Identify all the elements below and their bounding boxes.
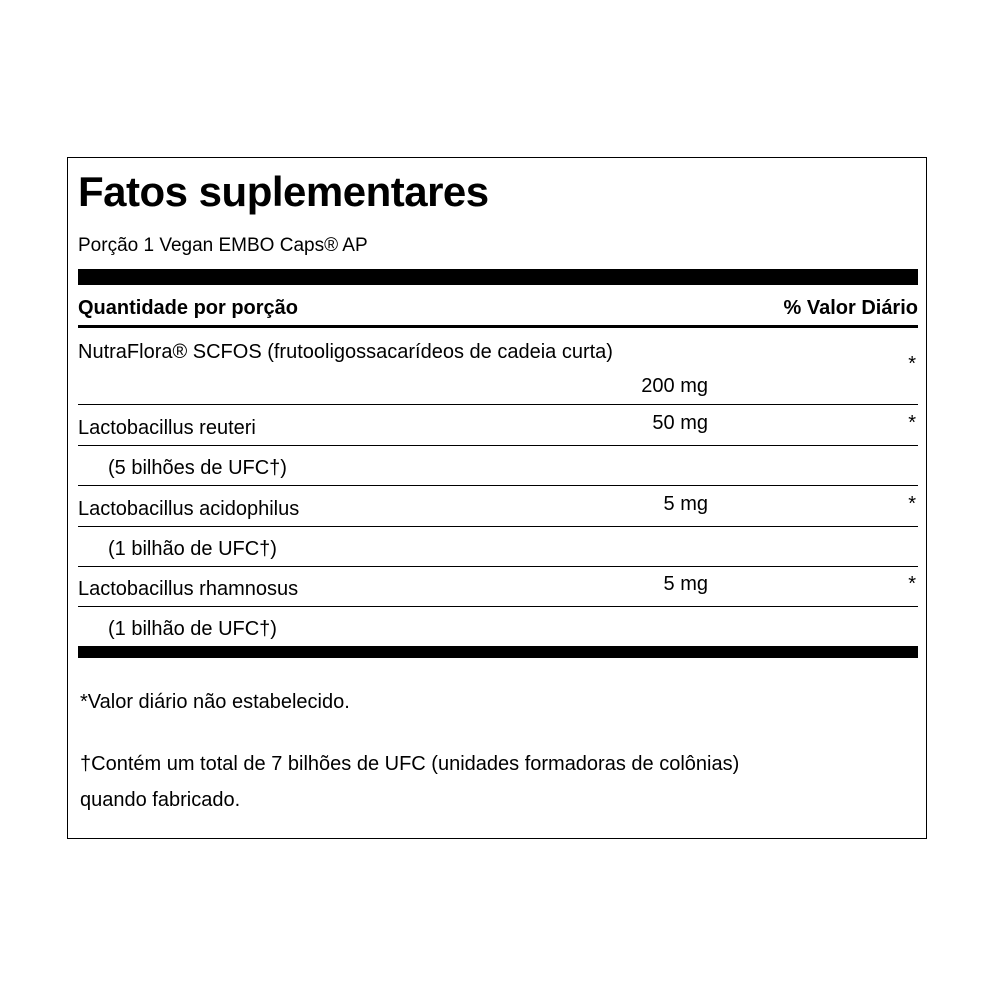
nutrient-amount: 200 mg [641, 375, 708, 397]
nutrient-row [78, 328, 918, 405]
amount-per-serving-header: Quantidade por porção [78, 297, 299, 319]
nutrient-name: Lactobacillus rhamnosus [78, 578, 299, 600]
nutrient-sub-row [78, 607, 918, 646]
cfu-footnote-line-2: quando fabricado. [80, 789, 241, 811]
nutrient-row [78, 486, 918, 527]
daily-value-mark: * [908, 353, 916, 375]
cfu-footnote-line-1: †Contém um total de 7 bilhões de UFC (unidades formadoras de colônias) [80, 753, 740, 775]
daily-value-footnote: *Valor diário não estabelecido. [80, 691, 350, 713]
nutrient-row [78, 405, 918, 446]
nutrient-name: NutraFlora® SCFOS (frutooligossacarídeos de cadeia curta) [78, 341, 613, 363]
daily-value-mark: * [908, 412, 916, 434]
nutrient-amount: 5 mg [663, 493, 708, 515]
nutrient-name: Lactobacillus reuteri [78, 417, 256, 439]
supplement-facts-panel [67, 157, 927, 839]
nutrient-amount: 5 mg [663, 573, 708, 595]
cfu-count: (5 bilhões de UFC†) [108, 457, 287, 479]
panel-title: Fatos suplementares [78, 168, 489, 215]
daily-value-mark: * [908, 493, 916, 515]
cfu-count: (1 bilhão de UFC†) [108, 538, 277, 560]
daily-value-mark: * [908, 573, 916, 595]
serving-size: Porção 1 Vegan EMBO Caps® AP [78, 235, 368, 256]
daily-value-header: % Valor Diário [783, 297, 918, 319]
cfu-count: (1 bilhão de UFC†) [108, 618, 277, 640]
nutrient-amount: 50 mg [652, 412, 708, 434]
nutrient-row [78, 567, 918, 607]
nutrient-sub-row [78, 527, 918, 567]
nutrient-sub-row [78, 446, 918, 486]
bottom-divider-bar [78, 646, 918, 658]
nutrient-name: Lactobacillus acidophilus [78, 498, 300, 520]
top-divider-bar [78, 269, 918, 285]
column-header-row [78, 295, 918, 328]
